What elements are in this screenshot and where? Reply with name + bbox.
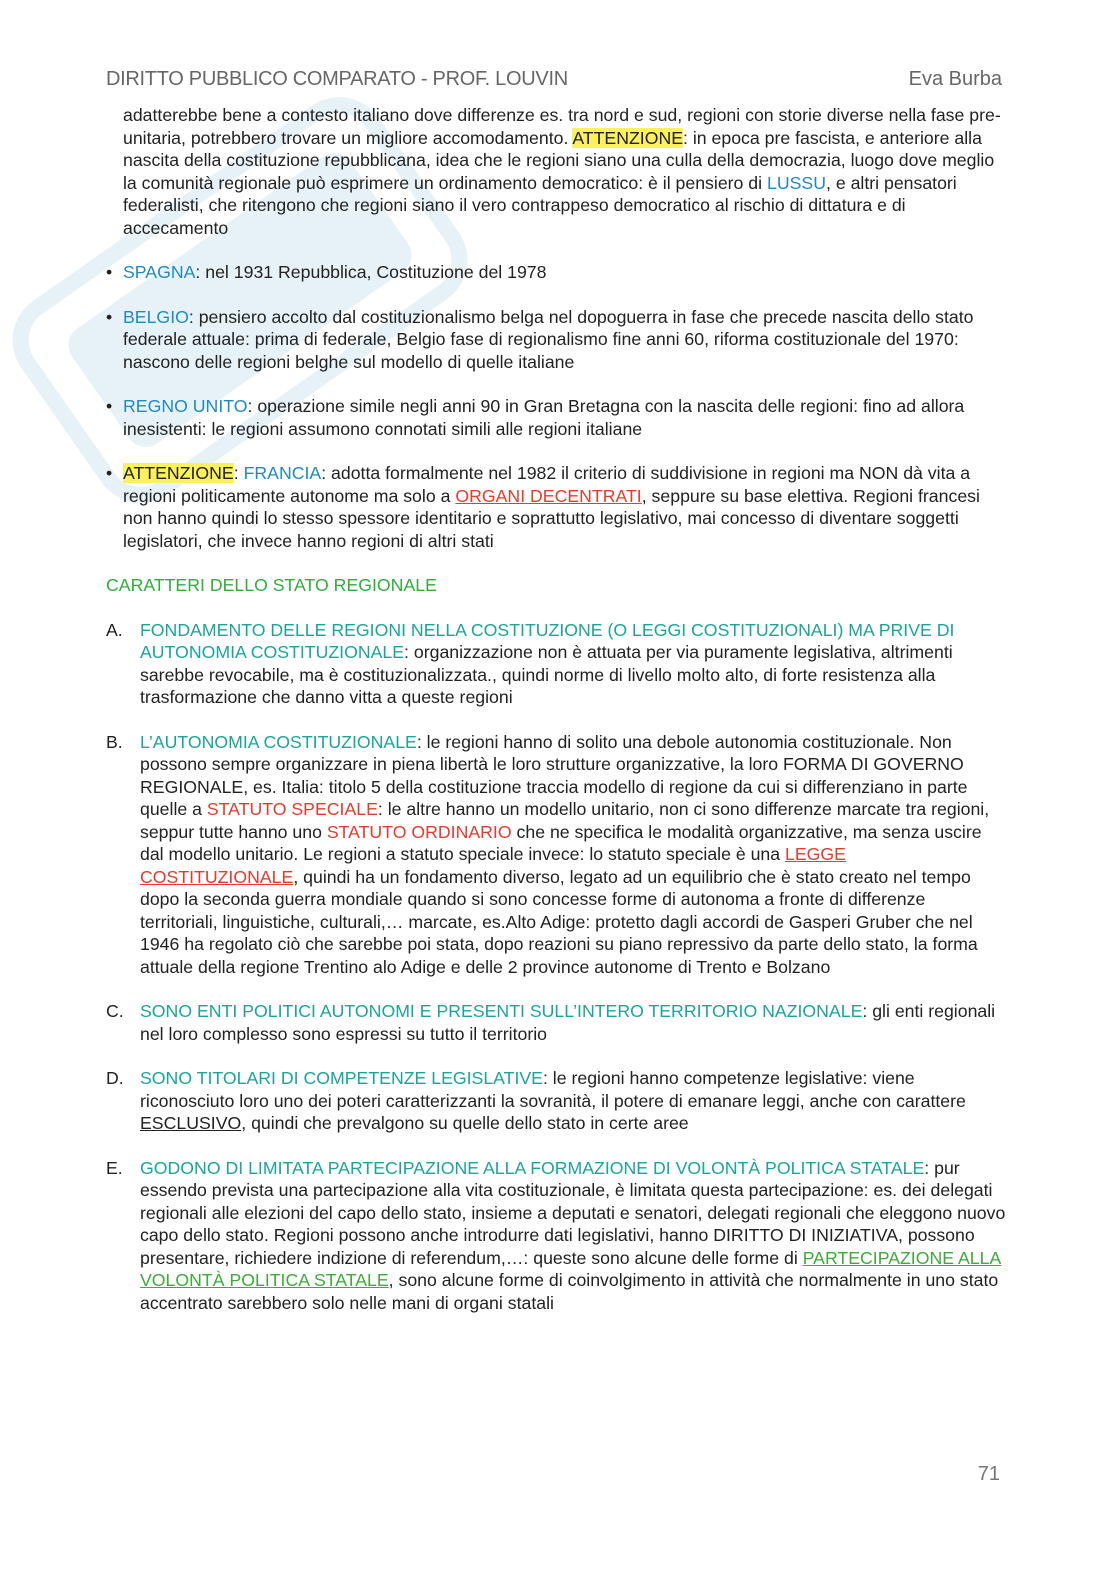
keyword-lussu: LUSSU [767, 172, 826, 193]
keyword-esclusivo: ESCLUSIVO [140, 1113, 242, 1133]
highlight-attenzione: ATTENZIONE [123, 463, 234, 483]
bullet-belgio: • BELGIO: pensiero accolto dal costituzionalismo belga nel dopoguerra in fase che precede nascita dello stato federale attuale: prima di federale, Belgio fase di regionalismo fine anni 60, riforma costituzionale del 1970: nascono delle regioni belghe sul modello di quelle italiane [106, 306, 974, 372]
item-a: A. FONDAMENTO DELLE REGIONI NELLA COSTITUZIONE (O LEGGI COSTITUZIONALI) MA PRIVE DI AUTONOMIA COSTITUZIONALE: organizzazione non è attuata per via puramente legislativa, altrimenti sarebbe revocabile, ma è costituzionalizzata., quindi norme di livello molto alto, di forte resistenza alla trasformazione che danno vitta a queste regioni [106, 619, 955, 707]
page-number: 71 [977, 1463, 1000, 1485]
document-body [106, 104, 1006, 1336]
item-e: E. GODONO DI LIMITATA PARTECIPAZIONE ALLA FORMAZIONE DI VOLONTÀ POLITICA STATALE: pur essendo prevista una partecipazione alla vita costituzionale, è limitata questa partecipazione: es. dei delegati regionali alle elezioni del capo dello stato, insieme a deputati e senatori, delegati regionali che eleggono nuovo capo dello stato. Regioni possono anche introdurre dati legislativi, hanno DIRITTO DI INIZIATIVA, possono presentare, richiedere indizione di referendum,…: queste sono alcune delle forme di PARTECIPAZIONE ALLA VOLONTÀ POLITICA STATALE, sono alcune forme di coinvolgimento in attività che normalmente in uno stato accentrato sarebbero solo nelle mani di organi statali [106, 1157, 1006, 1313]
keyword-legge-costituzionale: LEGGE COSTITUZIONALE [140, 844, 846, 887]
bullet-spagna: • SPAGNA: nel 1931 Repubblica, Costituzione del 1978 [106, 262, 547, 282]
section-heading: CARATTERI DELLO STATO REGIONALE [106, 575, 437, 595]
bullet-francia: • ATTENZIONE: FRANCIA: adotta formalmente nel 1982 il criterio di suddivisione in regioni ma NON dà vita a regioni politicamente autonome ma solo a ORGANI DECENTRATI, seppure su base elettiva. Regioni francesi non hanno quindi lo stesso spessore identitario e soprattutto legislativo, mai concesso di diventare soggetti legislatori, che invece hanno regioni di altri stati [106, 463, 980, 551]
bullet-dot: • [106, 306, 113, 327]
bullet-dot: • [106, 463, 113, 483]
item-b: B. L’AUTONOMIA COSTITUZIONALE: le regioni hanno di solito una debole autonomia costituzionale. Non possono sempre organizzare in piena libertà le loro strutture organizzative, la loro FORMA DI GOVERNO REGIONALE, es. Italia: titolo 5 della costituzione traccia modello di regione da cui si differenziano in parte quelle a STATUTO SPECIALE: le altre hanno un modello unitario, non ci sono differenze marcate tra regioni, seppur tutte hanno uno STATUTO ORDINARIO che ne specifica le modalità organizzative, ma senza uscire dal modello unitario. Le regioni a statuto speciale invece: lo statuto speciale è una LEGGE COSTITUZIONALE, quindi ha un fondamento diverso, legato ad un equilibrio che è stato creato nel tempo dopo la seconda guerra mondiale quando si sono concesse forme di autonoma a fronte di differenze territoriali, linguistiche, culturali,… marcate, es.Alto Adige: protetto dagli accordi de Gasperi Gruber che nel 1946 ha regolato ciò che sarebbe poi stata, dopo reazioni su piano repressivo da parte dello stato, la forma attuale della regione Trentino alo Adige e delle 2 province autonome di Trento e Bolzano [106, 731, 990, 977]
item-d: D. SONO TITOLARI DI COMPETENZE LEGISLATIVE: le regioni hanno competenze legislative: viene riconosciuto loro uno dei poteri caratterizzanti la sovranità, il potere di emanare leggi, anche con carattere ESCLUSIVO, quindi che prevalgono su quelle dello stato in certe aree [106, 1068, 966, 1133]
keyword-statuto-ordinario: STATUTO ORDINARIO [326, 821, 512, 842]
keyword-statuto-speciale: STATUTO SPECIALE [206, 799, 378, 819]
bullet-dot: • [106, 262, 113, 282]
item-c: C. SONO ENTI POLITICI AUTONOMI E PRESENTI SULL’INTERO TERRITORIO NAZIONALE: gli enti regionali nel loro complesso sono espressi su tutto il territorio [106, 1001, 996, 1044]
bullet-dot: • [106, 396, 113, 416]
running-header-title: DIRITTO PUBBLICO COMPARATO - PROF. LOUVIN [106, 68, 568, 90]
keyword-partecipazione: PARTECIPAZIONE ALLA VOLONTÀ POLITICA STATALE [140, 1247, 1002, 1290]
bullet-regno-unito: • REGNO UNITO: operazione simile negli anni 90 in Gran Bretagna con la nascita delle regioni: fino ad allora inesistenti: le regioni assumono connotati simili alle regioni italiane [106, 396, 965, 439]
running-header-author: Eva Burba [908, 68, 1002, 90]
highlight-attenzione: ATTENZIONE [572, 127, 684, 148]
keyword-organi-decentrati: ORGANI DECENTRATI [455, 485, 642, 506]
intro-paragraph: adatterebbe bene a contesto italiano dove differenze es. tra nord e sud, regioni con storie diverse nella fase pre-unitaria, potrebbero trovare un migliore accomodamento. ATTENZIONE: in epoca pre fascista, e anteriore alla nascita della costituzione repubblicana, idea che le regioni siano una culla della democrazia, luogo dove meglio la comunità regionale può esprimere un ordinamento democratico: è il pensiero di LUSSU, e altri pensatori federalisti, che ritengono che regioni siano il vero contrappeso democratico al rischio di dittatura e di accecamento [123, 105, 1001, 238]
